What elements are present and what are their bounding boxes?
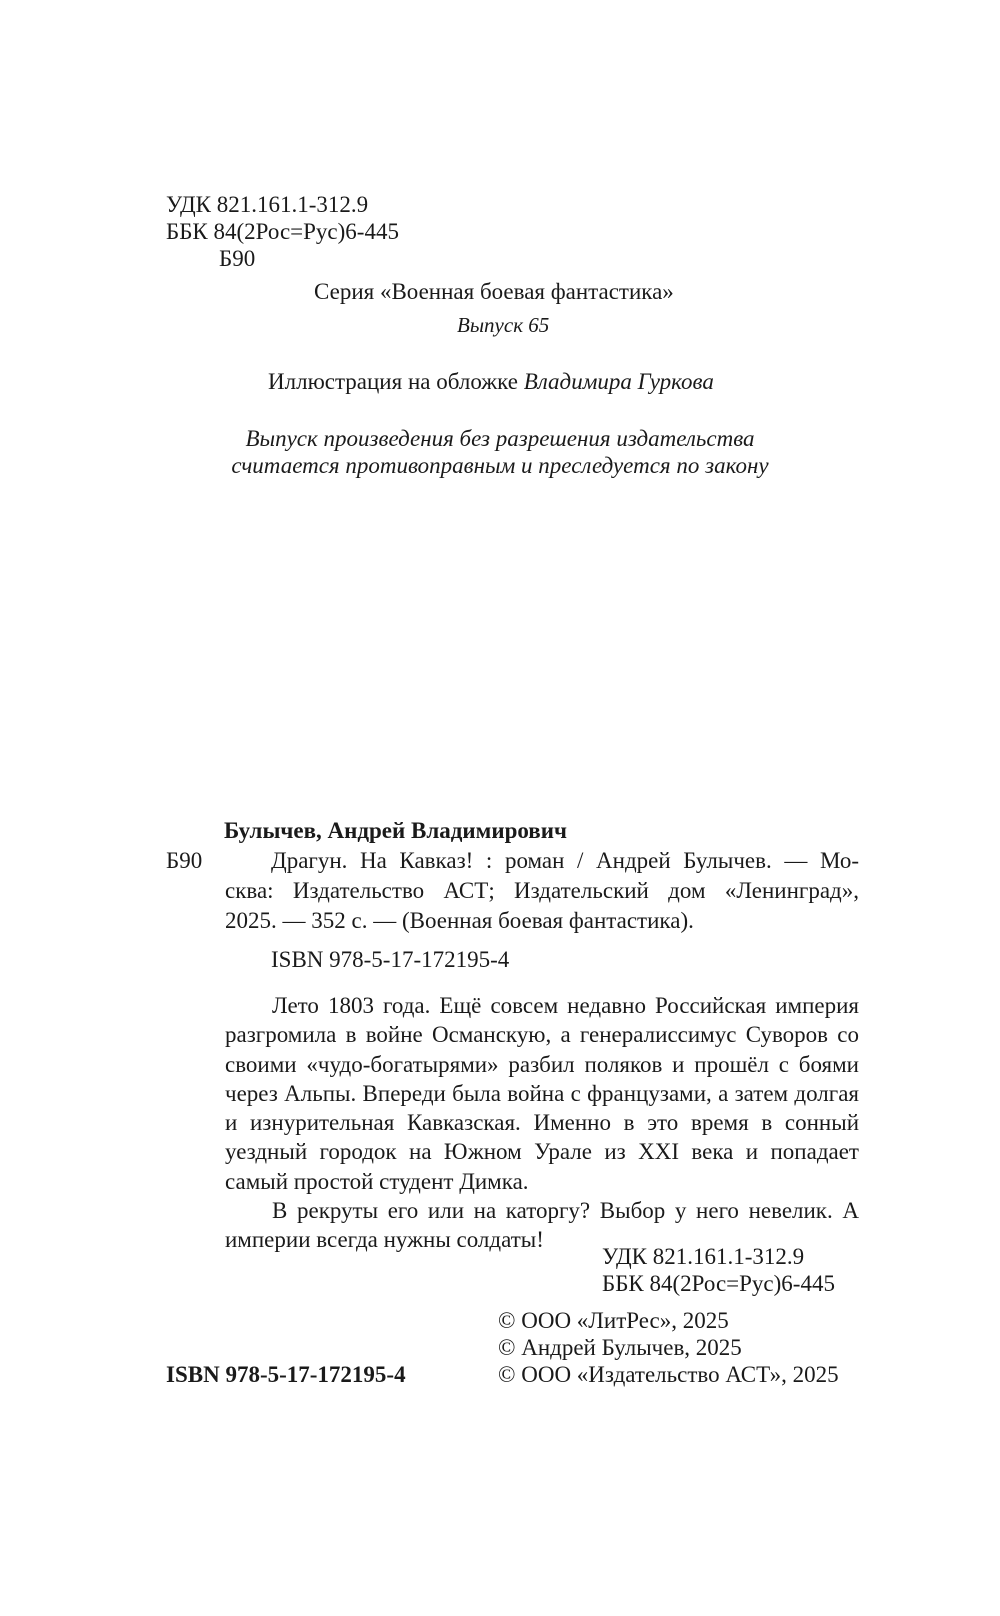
annotation-paragraph-2: В рекруты его или на каторгу? Выбор у него невелик. А империи всегда нужны солдаты! <box>225 1198 859 1253</box>
catalog-author-mark: Б90 <box>166 848 203 873</box>
annotation <box>225 991 859 1255</box>
illustration-credit <box>268 368 714 396</box>
catalog-description-line-2: сква: Издательство АСТ; Издательский дом «Ленинград», <box>225 878 859 903</box>
illustration-artist: Владимира Гуркова <box>523 369 714 394</box>
copyright-notice-line-1: Выпуск произведения без разрешения издательства <box>245 426 755 451</box>
copyright-line: © ООО «Издательство АСТ», 2025 <box>498 1362 839 1387</box>
copyright-line: © ООО «ЛитРес», 2025 <box>498 1308 729 1333</box>
footer-isbn: ISBN 978-5-17-172195-4 <box>166 1362 406 1387</box>
udk-code: УДК 821.161.1-312.9 <box>166 192 369 217</box>
bbk-code: ББК 84(2Рос=Рус)6-445 <box>166 219 399 244</box>
author-mark: Б90 <box>219 246 256 271</box>
illustration-prefix: Иллюстрация на обложке <box>268 369 518 394</box>
catalog-description-line-3: 2025. — 352 с. — (Военная боевая фантастика). <box>225 908 694 933</box>
footer-udk-code: УДК 821.161.1-312.9 <box>602 1244 805 1269</box>
series-title: Серия «Военная боевая фантастика» <box>314 279 674 304</box>
annotation-paragraph-1: Лето 1803 года. Ещё совсем недавно Российская империя разгромила в войне Османскую, а генералиссимус Суворов со своими «чудо-богатырями» разбил поляков и прошёл с боями через Альпы. Впереди была война с французами, а затем долгая и изнурительная Кавказская. Именно в это время в сонный уездный городок на Южном Урале из XXI века и попадает самый простой студент Димка. <box>225 993 859 1194</box>
catalog-isbn: ISBN 978-5-17-172195-4 <box>271 947 510 972</box>
copyright-notice-line-2: считается противоправным и преследуется по закону <box>231 453 769 478</box>
catalog-description-line-1: Драгун. На Кавказ! : роман / Андрей Булычев. — Мо- <box>271 848 859 873</box>
footer-bbk-code: ББК 84(2Рос=Рус)6-445 <box>602 1271 835 1296</box>
catalog-author: Булычев, Андрей Владимирович <box>224 818 567 843</box>
copyright-line: © Андрей Булычев, 2025 <box>498 1335 742 1360</box>
series-issue: Выпуск 65 <box>457 313 550 337</box>
